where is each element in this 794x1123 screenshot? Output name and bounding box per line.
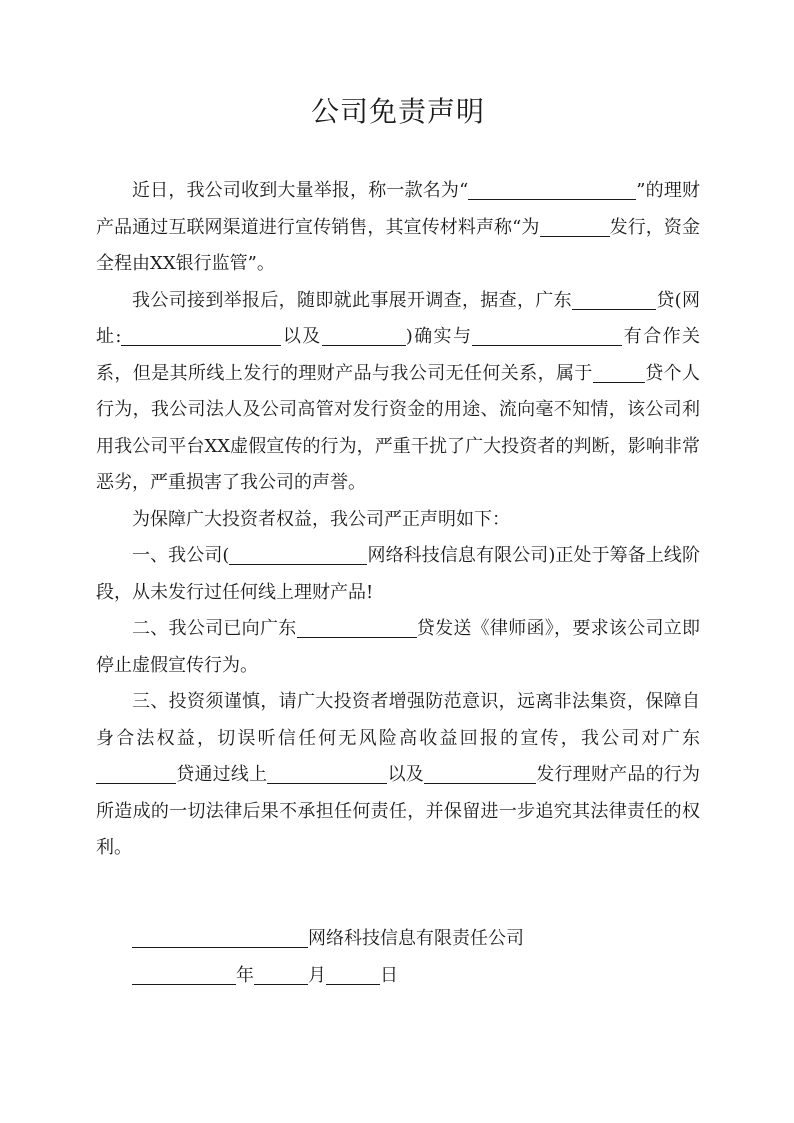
text: 三、投资须谨慎，请广大投资者增强防范意识，远离非法集资，保障自身合法权益，切误听信任何无风险高收益回报的宣传，我公司对广东 <box>96 691 700 749</box>
text: ”的理财产品通过互联网渠道进行宣传销售，其宣传材料声称“为 <box>96 180 700 238</box>
date-day-label: 日 <box>380 964 398 986</box>
date-year-label: 年 <box>236 964 254 986</box>
blank-website-2 <box>322 325 406 346</box>
date-month-label: 月 <box>308 964 326 986</box>
blank-platform-name-4 <box>96 763 176 784</box>
document-body <box>96 173 700 867</box>
signature-date-line <box>132 958 524 995</box>
paragraph-statement-lead: 为保障广大投资者权益，我公司严正声明如下： <box>132 508 510 530</box>
paragraph-intro <box>96 173 700 283</box>
blank-month <box>254 964 308 985</box>
text: 有合作关系，但是其所线上发行的理财产品与我公司无任何关系，属于 <box>96 326 701 384</box>
paragraph-investigation <box>96 283 700 502</box>
blank-platform-name-2 <box>593 362 645 383</box>
paragraph-point-3 <box>96 684 700 867</box>
blank-platform-name <box>572 289 656 310</box>
paragraph-point-2 <box>96 611 700 684</box>
blank-platform-name-3 <box>297 617 417 638</box>
text: )确实与 <box>405 326 473 347</box>
text: 发行理财产品的行为所造成的一切法律后果不承担任何责任，并保留进一步追究其法律责任的权利。 <box>96 764 701 858</box>
blank-issuer <box>540 216 610 237</box>
blank-year <box>132 964 236 985</box>
signature-block <box>132 921 524 994</box>
text: 网络科技信息有限公司)正处于筹备上线阶段，从未发行过任何线上理财产品! <box>96 545 700 603</box>
signature-company-line <box>132 921 524 958</box>
blank-day <box>326 964 380 985</box>
blank-channel-2 <box>424 763 536 784</box>
text: 贷(网址: <box>96 289 701 347</box>
blank-signature-company <box>132 927 308 948</box>
blank-website <box>121 325 281 346</box>
text: 二、我公司已向广东 <box>132 618 297 639</box>
text: 以及 <box>281 326 322 347</box>
text: 近日，我公司收到大量举报，称一款名为“ <box>132 180 469 201</box>
text: 贷个人行为，我公司法人及公司高管对发行资金的用途、流向毫不知情，该公司利用我公司平台XX虚假宣传的行为，严重干扰了广大投资者的判断，影响非常恶劣，严重损害了我公司的声誉。 <box>96 362 701 493</box>
text: 贷通过线上 <box>176 764 268 785</box>
document-title: 公司免责声明 <box>310 95 485 128</box>
blank-channel <box>267 763 387 784</box>
signature-company: 网络科技信息有限责任公司 <box>308 928 524 949</box>
text: 发行，资金全程由XX银行监管”。 <box>96 216 700 274</box>
blank-company-name <box>229 544 367 565</box>
text: 贷发送《律师函》，要求该公司立即停止虚假宣传行为。 <box>96 618 701 676</box>
blank-product-name <box>468 179 636 200</box>
blank-partner <box>472 325 622 346</box>
text: 一、我公司( <box>132 545 230 566</box>
text: 以及 <box>387 764 425 785</box>
paragraph-point-1 <box>96 538 700 611</box>
text: 我公司接到举报后，随即就此事展开调查，据查，广东 <box>132 289 572 311</box>
